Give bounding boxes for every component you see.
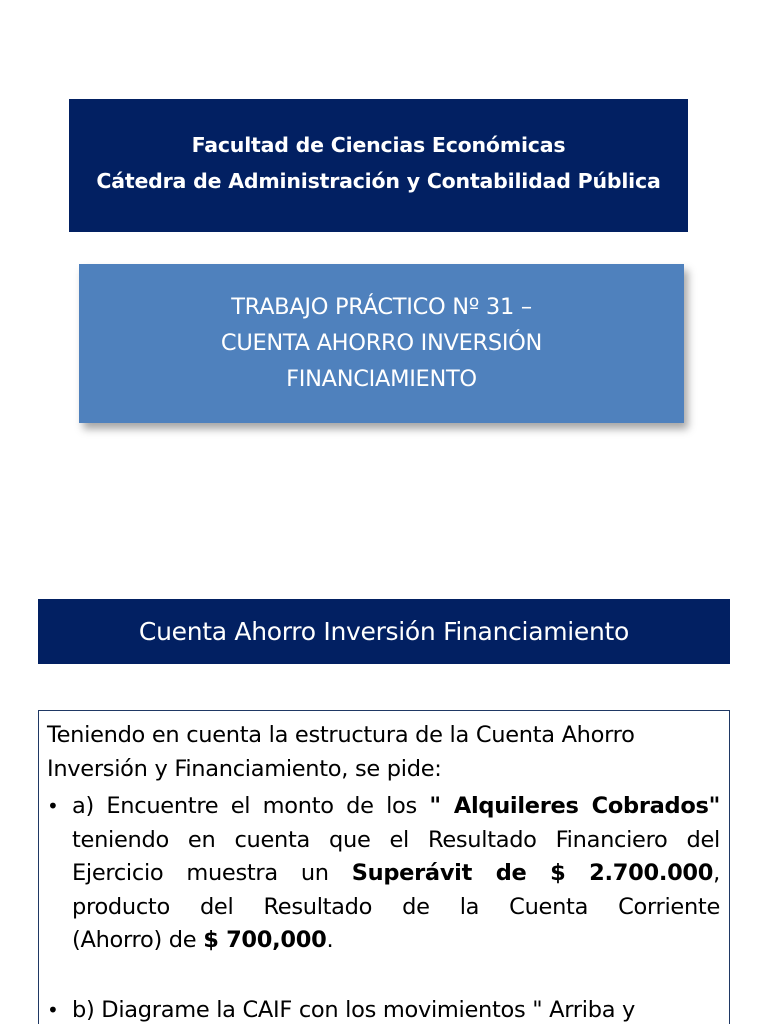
assignment-title-line2: CUENTA AHORRO INVERSIÓN: [220, 329, 543, 356]
section-title-bar: [38, 599, 730, 664]
bullet-b-line: b) Diagrame la CAIF con los movimientos " Arriba y: [72, 996, 636, 1023]
bullet-a-line: Ejercicio muestra un Superávit de $ 2.700.000,: [72, 860, 721, 886]
intro-line: Inversión y Financiamiento, se pide:: [47, 755, 442, 782]
bullet-a-line: (Ahorro) de $ 700,000.: [72, 927, 334, 953]
alquileres-cobrados-emphasis: " Alquileres Cobrados": [429, 793, 720, 819]
faculty-name: Facultad de Ciencias Económicas: [191, 132, 566, 157]
bullet-icon: •: [47, 794, 59, 818]
bullet-item-b: [47, 994, 720, 1024]
intro-paragraph: [47, 719, 720, 786]
assignment-title-box: [79, 264, 684, 423]
section-title: Cuenta Ahorro Inversión Financiamiento: [138, 617, 630, 646]
bullet-item-a: [47, 790, 720, 958]
bullet-a-line: teniendo en cuenta que el Resultado Financiero del: [72, 826, 720, 853]
chair-name: Cátedra de Administración y Contabilidad Pública: [96, 168, 661, 193]
bullet-a-line: a) Encuentre el monto de los " Alquileres Cobrados": [72, 793, 720, 819]
faculty-header: [69, 99, 688, 232]
exercise-content-box: [38, 710, 730, 1024]
assignment-title-line3: FINANCIAMIENTO: [286, 365, 477, 392]
bullet-icon: •: [47, 997, 59, 1022]
assignment-title-line1: TRABAJO PRÁCTICO Nº 31 –: [231, 293, 532, 320]
superavit-emphasis: Superávit de $ 2.700.000: [351, 860, 714, 886]
ahorro-amount-emphasis: $ 700,000: [203, 927, 327, 953]
bullet-a-line: producto del Resultado de la Cuenta Corriente: [72, 893, 720, 920]
intro-line: Teniendo en cuenta la estructura de la Cuenta Ahorro: [47, 722, 635, 748]
